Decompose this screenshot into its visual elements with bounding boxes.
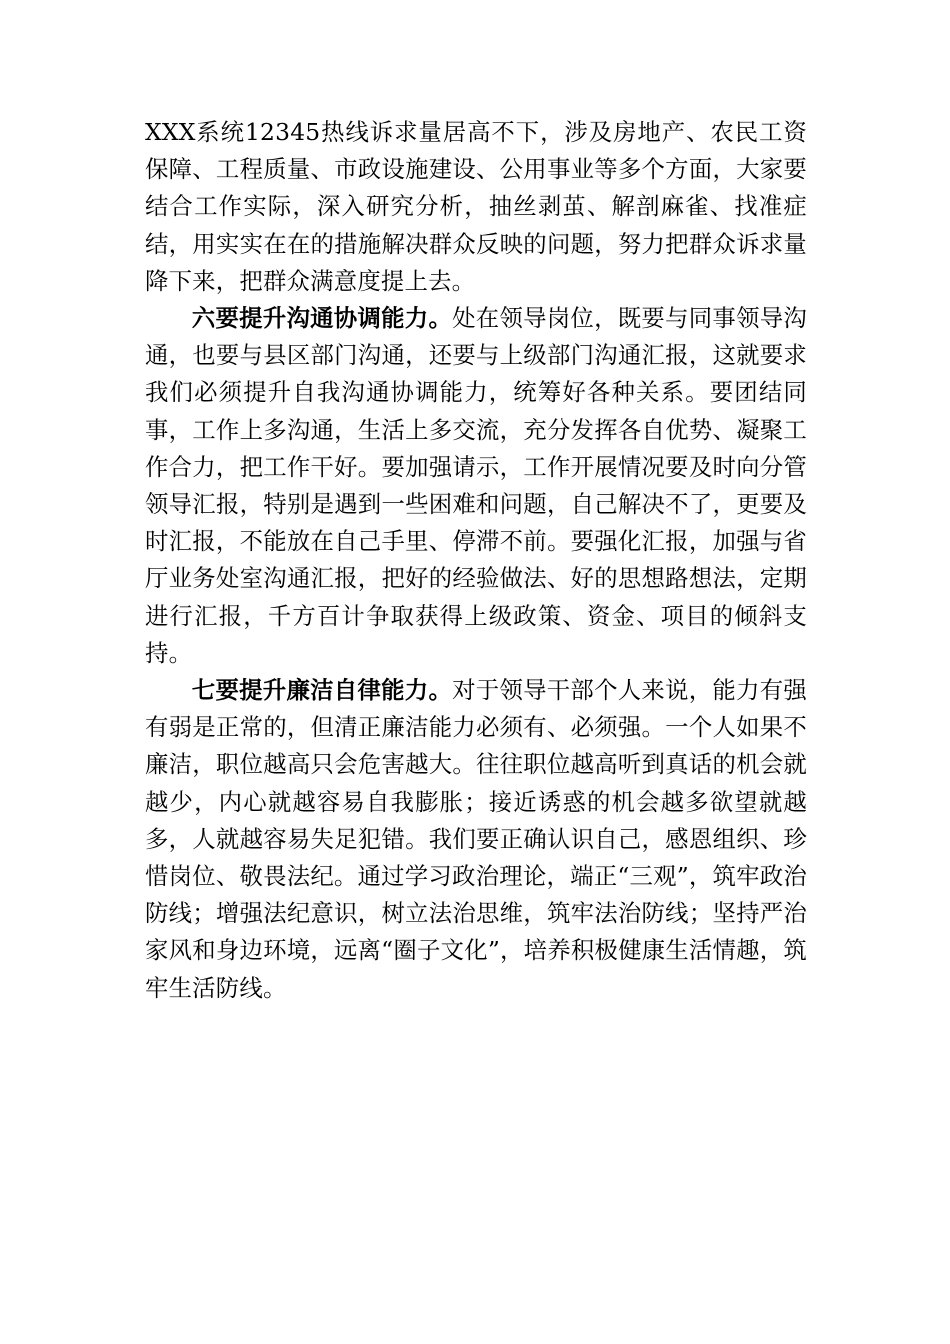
paragraph-text: 对于领导干部个人来说，能力有强有弱是正常的，但清正廉洁能力必须有、必须强。一个人如果不廉洁，职位越高只会危害越大。往往职位越高听到真话的机会就越少，内心就越容易自我膨胀；接近诱惑的机会越多欲望就越多，人就越容易失足犯错。我们要正确认识自己，感恩组织、珍惜岗位、敬畏法纪。通过学习政治理论，端正“三观”，筑牢政治防线；增强法纪意识，树立法治思维，筑牢法治防线；坚持严治家风和身边环境，远离“圈子文化”，培养积极健康生活情趣，筑牢生活防线。 [145,676,807,1002]
paragraph-text: 处在领导岗位，既要与同事领导沟通，也要与县区部门沟通，还要与上级部门沟通汇报，这就要求我们必须提升自我沟通协调能力，统筹好各种关系。要团结同事，工作上多沟通，生活上多交流，充分发挥各自优势、凝聚工作合力，把工作干好。要加强请示，工作开展情况要及时向分管领导汇报，特别是遇到一些困难和问题，自己解决不了，更要及时汇报，不能放在自己手里、停滞不前。要强化汇报，加强与省厅业务处室沟通汇报，把好的经验做法、好的思想路想法，定期进行汇报，千方百计争取获得上级政策、资金、项目的倾斜支持。 [145,304,807,667]
document-body [145,114,807,1007]
paragraph-integrity [145,672,807,1007]
paragraph-continuation [145,114,807,300]
paragraph-communication [145,300,807,672]
paragraph-heading: 七要提升廉洁自律能力。 [191,676,453,705]
paragraph-text: XXX系统12345热线诉求量居高不下，涉及房地产、农民工资保障、工程质量、市政设施建设、公用事业等多个方面，大家要结合工作实际，深入研究分析，抽丝剥茧、解剖麻雀、找准症结，用实实在在的措施解决群众反映的问题，努力把群众诉求量降下来，把群众满意度提上去。 [145,118,807,295]
paragraph-heading: 六要提升沟通协调能力。 [191,304,453,333]
